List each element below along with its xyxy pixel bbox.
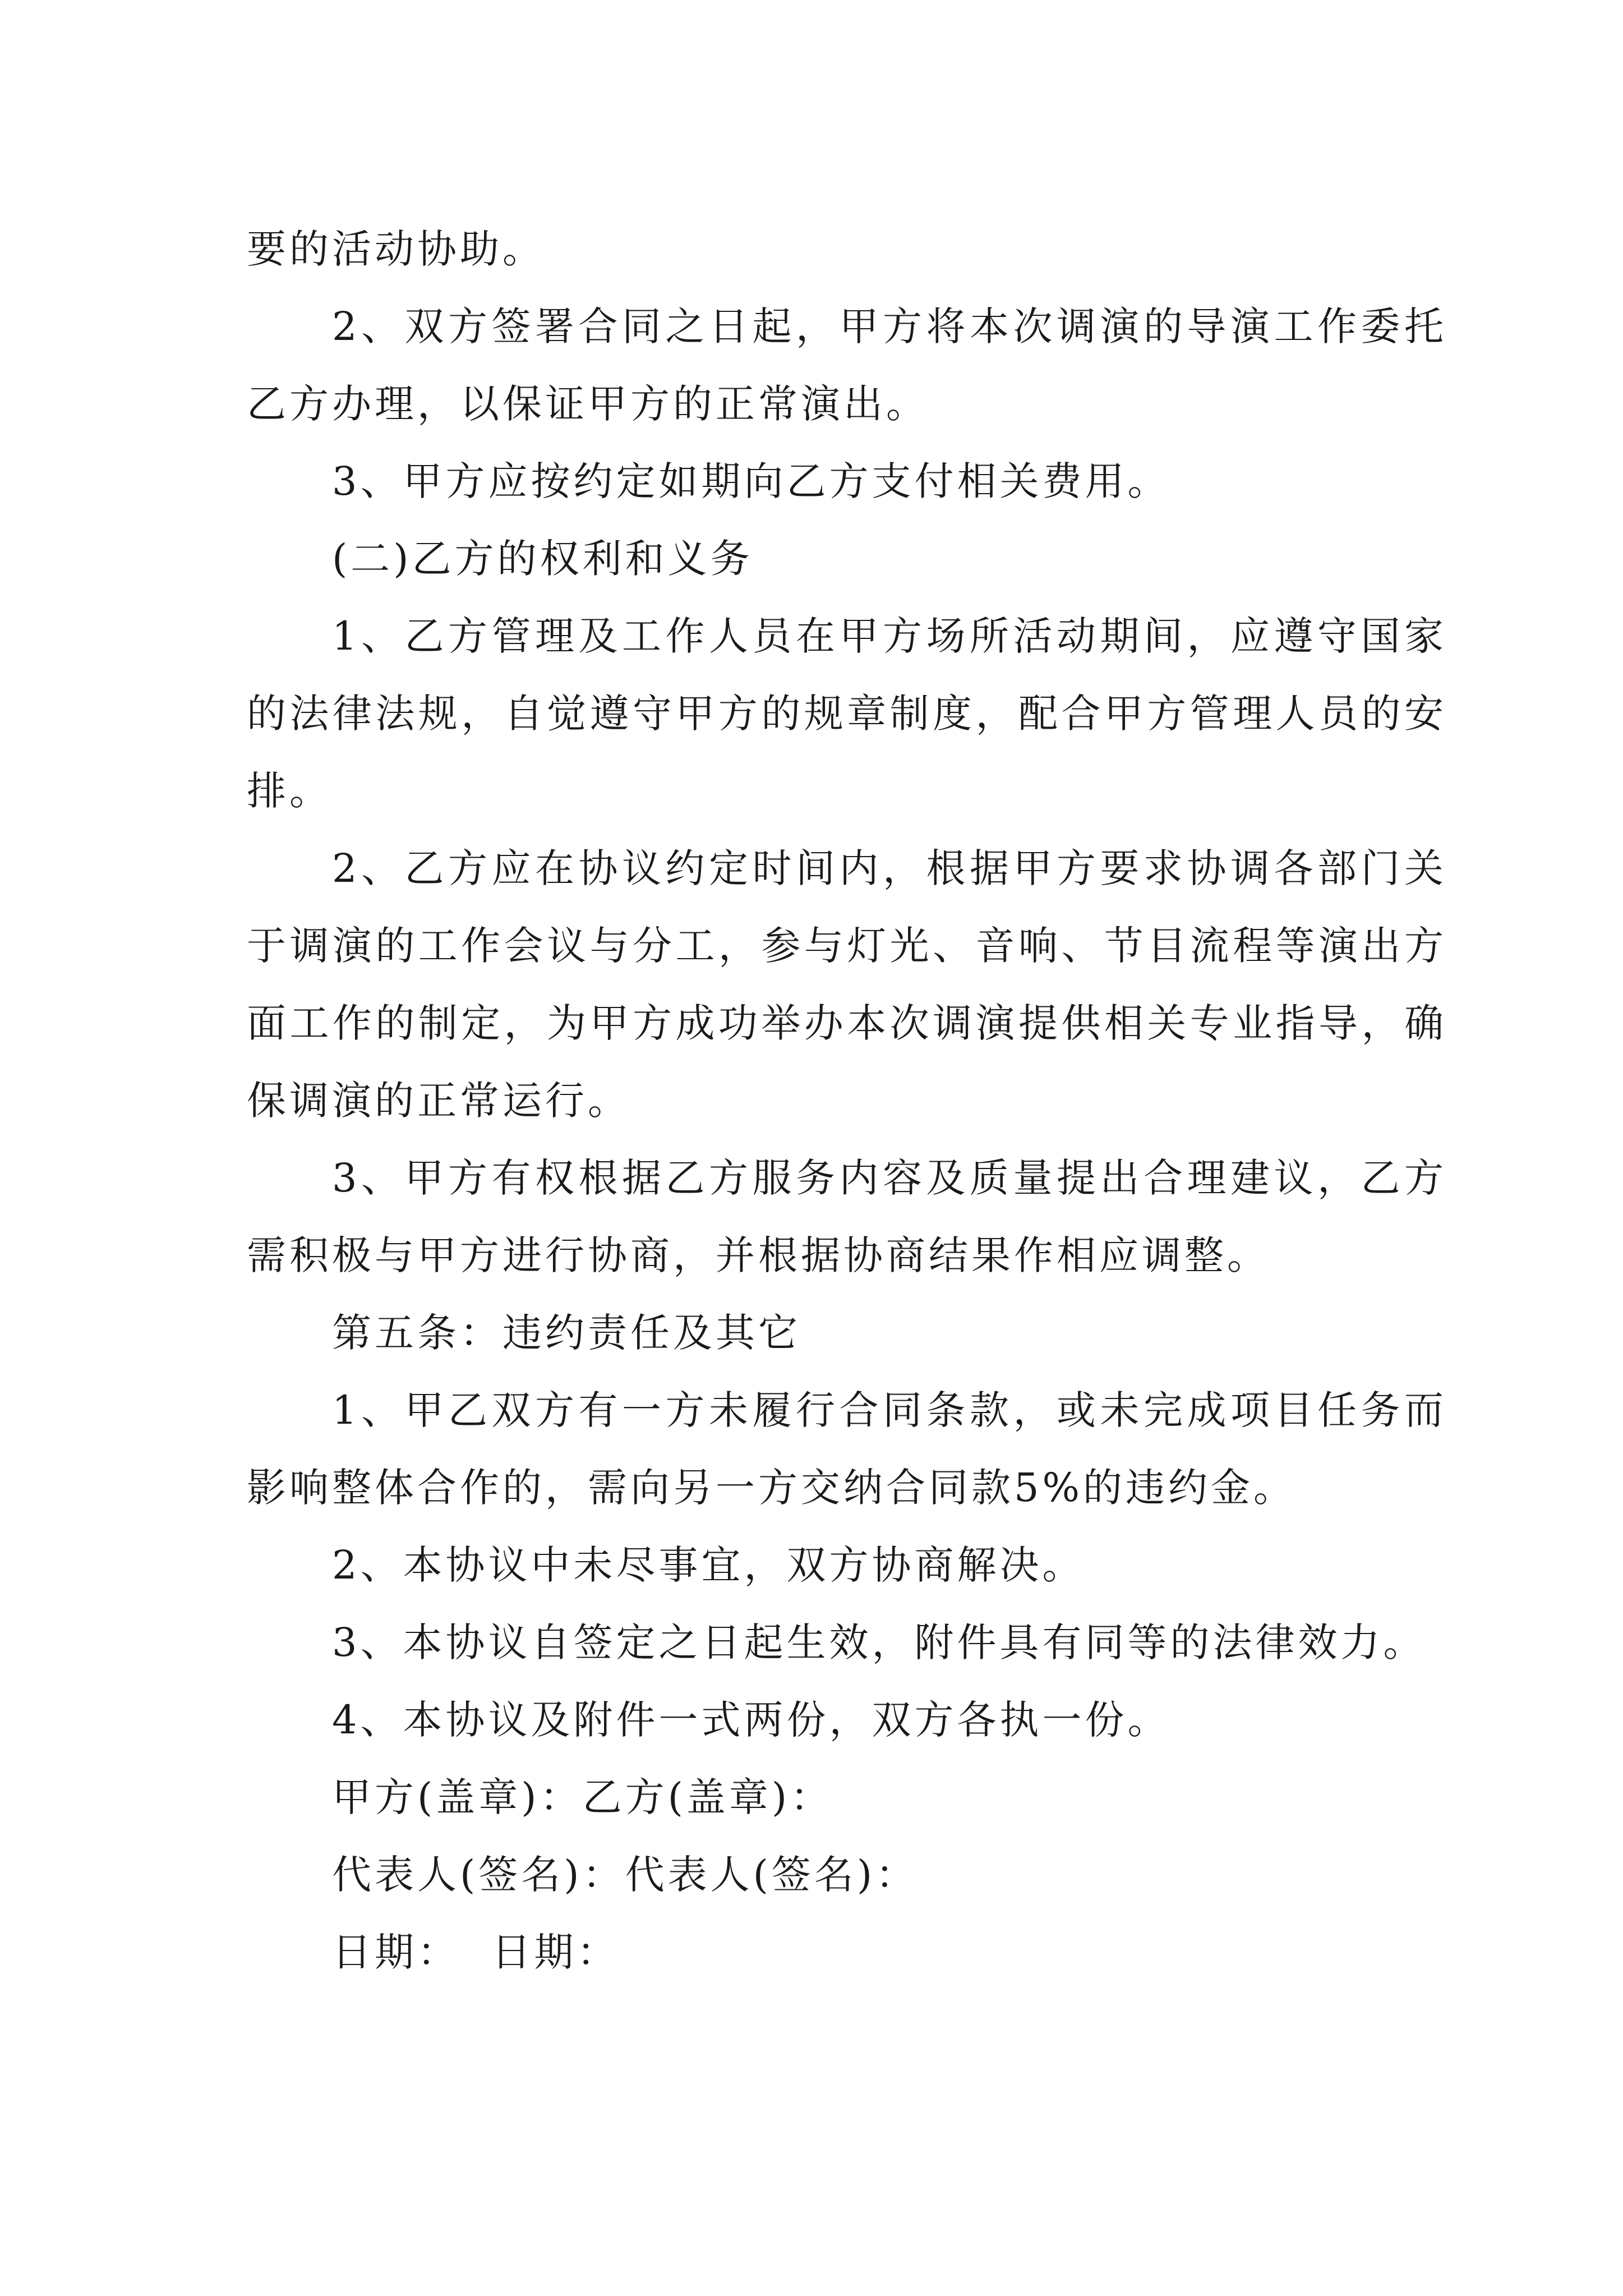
article-five-heading: 第五条：违约责任及其它 xyxy=(332,1310,801,1356)
paragraph-breach-clause-4: 4、本协议及附件一式两份，双方各执一份。 xyxy=(332,1697,1170,1743)
paragraph-continuation: 要的活动协助。 xyxy=(247,226,545,272)
paragraph-party-b-clause-3: 3、甲方有权根据乙方服务内容及质量提出合理建议，乙方需积极与甲方进行协商，并根据协商结果作相应调整。 xyxy=(247,1155,1447,1278)
paragraph-party-b-clause-1: 1、乙方管理及工作人员在甲方场所活动期间，应遵守国家的法律法规，自觉遵守甲方的规章制度，配合甲方管理人员的安排。 xyxy=(247,613,1447,814)
paragraph-breach-clause-2: 2、本协议中未尽事宜，双方协商解决。 xyxy=(332,1542,1085,1588)
paragraph-party-a-clause-2: 2、双方签署合同之日起，甲方将本次调演的导演工作委托乙方办理，以保证甲方的正常演出。 xyxy=(247,303,1447,427)
section-heading-party-b: (二)乙方的权利和义务 xyxy=(332,536,753,582)
signature-line-seal: 甲方(盖章)：乙方(盖章)： xyxy=(332,1774,833,1820)
paragraph-breach-clause-1: 1、甲乙双方有一方未履行合同条款，或未完成项目任务而影响整体合作的，需向另一方交纳合同款5%的违约金。 xyxy=(247,1387,1447,1511)
paragraph-party-b-clause-2: 2、乙方应在协议约定时间内，根据甲方要求协调各部门关于调演的工作会议与分工，参与灯光、音响、节目流程等演出方面工作的制定，为甲方成功举办本次调演提供相关专业指导，确保调演的正常运行。 xyxy=(247,845,1447,1124)
paragraph-party-a-clause-3: 3、甲方应按约定如期向乙方支付相关费用。 xyxy=(332,458,1170,504)
signature-line-date: 日期： 日期： xyxy=(332,1929,620,1975)
signature-line-representative: 代表人(签名)：代表人(签名)： xyxy=(332,1852,919,1898)
paragraph-breach-clause-3: 3、本协议自签定之日起生效，附件具有同等的法律效力。 xyxy=(332,1619,1426,1665)
document-body xyxy=(247,210,1447,1991)
